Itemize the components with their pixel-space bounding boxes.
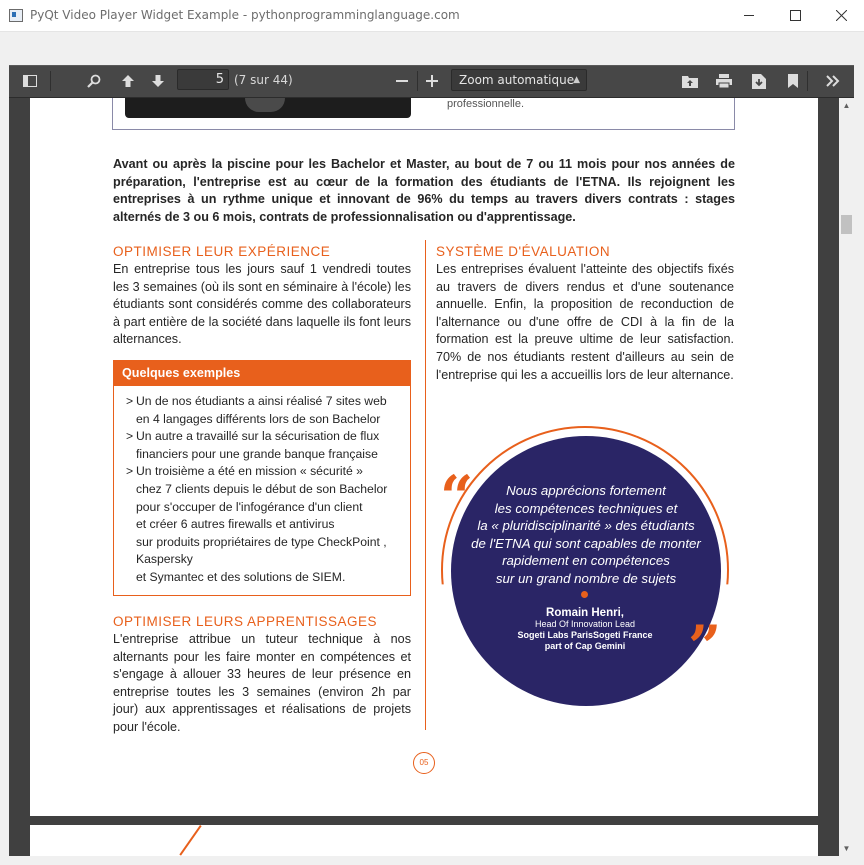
quote-line: rapidement en compétences (502, 553, 670, 569)
zoom-out-button[interactable] (389, 69, 415, 93)
arrow-up-icon (121, 74, 135, 88)
close-button[interactable] (818, 0, 864, 31)
decorative-line (179, 825, 201, 856)
example-2 (126, 428, 408, 463)
example-2-line: financiers pour une grande banque française (136, 446, 378, 461)
heading-evaluation: SYSTÈME D'ÉVALUATION (436, 244, 611, 259)
sidebar-toggle-icon (23, 75, 37, 87)
search-button[interactable] (81, 69, 107, 93)
open-file-button[interactable] (677, 69, 703, 93)
page-view[interactable] (9, 98, 839, 856)
app-icon (9, 9, 23, 22)
plus-icon (426, 75, 438, 87)
zoom-select-value: Zoom automatique (459, 73, 575, 87)
window-titlebar (0, 0, 864, 32)
download-button[interactable] (746, 69, 772, 93)
intro-paragraph: Avant ou après la piscine pour les Bachelor et Master, au bout de 7 ou 11 mois pour nos années de préparation, l'entreprise est au cœur de la formation des étudiants de l'ETNA. Ils rejoignent les entreprises à un rythme unique et innovant de 96% du temps au travers divers contrats : stages alternés de 3 ou 6 mois, contrats de professionnalisation ou d'apprentissage. (113, 157, 735, 224)
page-count: (7 sur 44) (234, 73, 293, 87)
minimize-button[interactable] (726, 0, 772, 31)
example-3 (126, 463, 408, 586)
example-3-line: chez 7 clients depuis le début de son Bachelor (136, 481, 388, 496)
examples-list (126, 393, 408, 587)
example-3-line: et créer 6 autres firewalls et antivirus (136, 517, 335, 532)
arrow-down-icon (151, 74, 165, 88)
printer-icon (716, 74, 732, 88)
window-title: PyQt Video Player Widget Example - pythonprogramminglanguage.com (30, 8, 460, 22)
previous-page-button[interactable] (115, 69, 141, 93)
photo (125, 98, 411, 118)
double-chevron-right-icon (826, 75, 840, 87)
folder-open-icon (682, 74, 698, 88)
quote-line: Nous apprécions fortement (506, 483, 666, 498)
author-company: Sogeti Labs ParisSogeti France (517, 630, 653, 640)
example-3-line: > Un troisième a été en mission « sécurité » (136, 464, 363, 479)
tools-button[interactable] (820, 69, 846, 93)
pdf-viewer (9, 65, 854, 856)
paragraph-apprentissages: L'entreprise attribue un tuteur technique à nos alternants pour les faire monter en compétences et s'engage à allouer 33 heures de leur présence en entreprise toutes les 3 semaines (environ 2h par jour) aux apprentissages et réalisations de projets pour l'école. (113, 632, 411, 734)
next-pdf-page (30, 825, 818, 856)
example-3-line: et Symantec et des solutions de SIEM. (136, 569, 346, 584)
author-role: Head Of Innovation Lead (534, 619, 636, 629)
example-1-line: en 4 langages différents lors de son Bachelor (136, 411, 381, 426)
next-page-button[interactable] (145, 69, 171, 93)
quote-line: de l'ETNA qui sont capables de monter (471, 535, 701, 551)
close-icon (836, 10, 847, 21)
example-2-line: > Un autre a travaillé sur la sécurisation de flux (136, 429, 380, 444)
quote-line: sur un grand nombre de sujets (495, 570, 677, 586)
quote-dot (581, 591, 588, 598)
quote-line: les compétences techniques et (494, 500, 678, 516)
open-quote-icon: “ (440, 463, 474, 531)
image-caption: professionnelle. (447, 98, 525, 110)
testimonial-quote (466, 482, 706, 588)
paragraph-evaluation: Les entreprises évaluent l'atteinte des objectifs fixés au travers de divers rendus et d'une soutenance annuelle. Enfin, la proposition de reconduction de l'alternance ou d'une offre de CDI à la fin de la formation est la preuve ultime de leur satisfaction. 70% de nos étudiants restent d'ailleurs au sein de l'entreprise qui les a accueillis lors de leur alternance. (436, 262, 734, 382)
scroll-down-icon[interactable]: ▼ (842, 844, 851, 853)
examples-box (113, 360, 411, 596)
bookmark-icon (788, 74, 798, 88)
column-divider (425, 240, 426, 730)
page-number-badge: 05 (413, 752, 435, 774)
example-1-line: > Un de nos étudiants a ainsi réalisé 7 sites web (136, 394, 387, 408)
search-icon (87, 74, 101, 88)
minus-icon (396, 75, 408, 87)
scroll-up-icon[interactable]: ▲ (842, 101, 851, 110)
author-name: Romain Henri, (546, 607, 624, 619)
vertical-scrollbar[interactable] (839, 98, 854, 856)
zoom-in-button[interactable] (419, 69, 445, 93)
bookmark-button[interactable] (780, 69, 806, 93)
example-3-line: sur produits propriétaires de type CheckPoint , Kaspersky (136, 534, 387, 567)
maximize-button[interactable] (772, 0, 818, 31)
example-3-line: pour s'occuper de l'infogérance d'un client (136, 499, 363, 514)
example-1 (126, 393, 408, 428)
print-button[interactable] (711, 69, 737, 93)
page-number-input[interactable]: 5 (177, 69, 229, 90)
sidebar-toggle-button[interactable] (17, 69, 43, 93)
download-icon (752, 74, 766, 89)
quote-line: la « pluridisciplinarité » des étudiants (477, 518, 695, 534)
quote-author (470, 607, 700, 652)
close-quote-icon: ” (688, 613, 722, 681)
heading-experience: OPTIMISER LEUR EXPÉRIENCE (113, 244, 331, 259)
zoom-select[interactable] (451, 69, 587, 91)
paragraph-experience: En entreprise tous les jours sauf 1 vendredi toutes les 3 semaines (où ils sont en séminaire à l'école) les étudiants sont considérés comme des collaborateurs à part entière de la société dans laquelle ils font leurs alternances. (113, 262, 411, 347)
scrollbar-thumb[interactable] (841, 215, 852, 234)
heading-apprentissages: OPTIMISER LEURS APPRENTISSAGES (113, 614, 378, 629)
pdf-toolbar (9, 65, 854, 98)
select-arrows-icon: ▲ (573, 75, 580, 85)
pdf-page (30, 98, 818, 816)
author-company-parent: part of Cap Gemini (544, 641, 626, 651)
examples-title: Quelques exemples (114, 361, 410, 386)
